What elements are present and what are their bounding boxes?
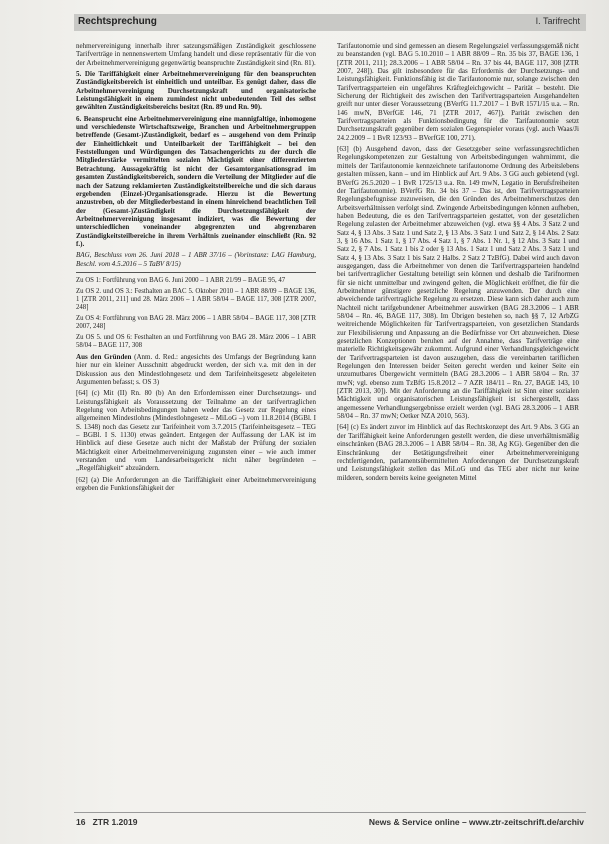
journal-issue: ZTR 1.2019 <box>92 817 138 827</box>
note-os2-3: Zu OS 2. und OS 3.: Festhalten an BAC 5. Oktober 2010 – 1 ABR 88/09 – BAGE 136, 1 [ZTR 2011, 211] und 28. März 2006 – 1 ABR 58/04 – BAGE 117, 308 [ZTR 2007, 248] <box>76 287 316 311</box>
para-a: Tarifautonomie und sind gemessen an diesem Regelungsziel verfassungsgemäß nicht zu beanstanden (vgl. BAG 5.10.2010 – 1 ABR 88/09 – Rn. 35 bis 37, BAGE 136, 1 [ZTR 2011, 211]; 28.3.2006 – 1 ABR 58/04 – Rn. 37 bis 44, BAGE 117, 308 [ZTR 2007, 248]). Das gilt insbesondere für das Erfordernis der Durchsetzungs- und Leistungsfähigkeit. Funktionsfähig ist die Tarifautonomie nur, solange zwischen den Tarifvertragsparteien ein ungefähres Kräftegleichgewicht – Parität – besteht. Die Sicherung der Richtigkeit des zwischen den Tarifvertragsparteien Ausgehandelten greift nur unter dieser Voraussetzung (BVerfG 11.7.2017 – 1 BvR 1571/15 u.a. – Rn. 146 mwN, BVerfGE 146, 71 [ZTR 2017, 467]). Parität zwischen den Tarifvertragsparteien als Funktionsbedingung für die Tarifautonomie setzt Durchsetzungskraft gegenüber dem sozialen Gegenspieler voraus (vgl. auch Waas/Ji 24.2.2009 – 1 BvR 123/93 – BVerfGE 100, 271). <box>337 42 579 142</box>
para-continued: nehmervereinigung innerhalb ihrer satzungsmäßigen Zuständigkeit geschlossene Tarifverträge in nennenswertem Umfang handelt und diese repräsentativ für die von der Arbeitnehmervereinigung gegenwärtig beanspruchte Zuständigkeit sind (Rn. 81). <box>76 42 316 67</box>
headnote-5: 5. Die Tariffähigkeit einer Arbeitnehmervereinigung für den beanspruchten Zuständigkeitsbereich ist einheitlich und unteilbar. Es genügt daher, dass die Arbeitnehmervereinigung Durchsetzungskraft und organisatorische Leistungsfähigkeit in einem zumindest nicht unbedeutenden Teil des selbst gewählten Zuständigkeitsbereichs besitzt (Rn. 89 und Rn. 90). <box>76 70 316 112</box>
archive-link[interactable]: News & Service online – www.ztr-zeitschrift.de/archiv <box>368 817 584 827</box>
note-os1: Zu OS 1: Fortführung von BAG 6. Juni 2000 – 1 ABR 21/99 – BAGE 95, 47 <box>76 276 286 284</box>
divider <box>76 272 316 273</box>
left-column <box>76 42 316 495</box>
para-62: [62] (a) Die Anforderungen an die Tariffähigkeit einer Arbeitnehmervereinigung ergeben die Funktionsfähigkeit der <box>76 475 316 493</box>
reasons-paragraph <box>76 353 316 386</box>
footer-left <box>76 817 137 827</box>
page-footer <box>74 812 586 829</box>
note-os4: Zu OS 4: Fortführung von BAG 28. März 2006 – 1 ABR 58/04 – BAGE 117, 308 [ZTR 2007, 248] <box>76 314 316 330</box>
para-63: [63] (b) Ausgehend davon, dass der Gesetzgeber seine verfassungsrechtlichen Regelungskompetenzen zur Gestaltung von Arbeitsbedingungen wahrnimmt, die mittels der Tarifautonomie kennzeichnete tarifautonome Ordnung des Arbeitslebens gestalten müssen, kann – und im Hinblick auf Art. 9 Abs. 3 GG auch gebietend (vgl. BVerfG 26.5.2020 – 1 BvR 1725/13 u.a. Rn. 149 mwN, Legatio in Berufsfreiheiten der Tarifautonomie). BVerfG Rn. 34 bis 37 – Das ist, den Tarifvertragsparteien Regelungsbefugnisse zuzuweisen, die den Gründen des Arbeitnehmerschutzes den Arbeitsverhältnissen verfolgt sind. Zwingende Arbeitsbedingungen können aufheben, haben Bedeutung, die es den Tarifvertragsparteien gestattet, von der gesetzlichen Regelung zulasten der Arbeitnehmer abzuweichen (vgl. etwa §§ 4 Abs. 3 Satz 2 und Satz 4, § 13 Abs. 3 Satz 1 und Satz 2, § 13 Abs. 3 Satz 1 und Satz 2, § 14 Abs. 2 Satz 3, § 16 Abs. 1 Satz 1, § 17 Abs. 4 Satz 1, § 7 Abs. 1 Nr. 1, § 12 Abs. 3 Satz 1 und Satz 2, § 7 Abs. 1 Satz 1 bis 2 oder § 13 Abs. 1 Satz 1 und Satz 2 Abs. 3 Satz 1 und Satz 4, § 13 Abs. 3 Satz 1 bis Satz 2 Halbs. 2 Satz 2 TzBfG). Dabei wird auch davon ausgegangen, dass die Arbeitnehmer von denen die Tarifvertragsparteien handelnd bei tarifvertraglicher Gestaltung beteiligt sein können und deshalb die Tarifnormen für sie nicht unmittelbar und zwingend gelten, die Möglichkeit eröffnet, die für die Arbeitnehmer günstigere gesetzliche Regelung anzuwenden. Der durch eine abweichende tarifvertragliche Regelung zu ersetzen. Diese kann sich daher auch zum Nachteil nicht tarifgebundener Arbeitnehmer auswirken (BAG 28.3.2006 – 1 ABR 58/04 – Rn. 46, BAGE 117, 308). Im Übrigen bestehen so, nach §§ 7, 12 ArbZG weitreichende Möglichkeiten für Tarifvertragsparteien, von gesetzlichen Standards zur Flexibilisierung und Anpassung an die Bedürfnisse vor Ort abzuweichen. Diese gesetzlichen Konzeptionen beruhen auf der Annahme, dass Tarifverträge eine materielle Richtigkeitsgewähr zukommt. Aufgrund einer Verhandlungsgleichgewicht der Tarifvertragsparteien ist davon auszugehen, dass die vereinbarten tariflichen Regelungen den Interessen beider Seiten gerecht werden und keiner Seite ein unzumutbares Übergewicht vermitteln (BAG 28.3.2006 – 1 ABR 58/04 – Rn. 37 mwN; vgl. ebenso zum TzBfG 15.8.2012 – 7 AZR 184/11 – Rn. 27, BAGE 143, 10 [ZTR 2013, 30]). Mit der Anforderung an die Tariffähigkeit ist Sinn einer sozialen Mächtigkeit und organisatorischen Leistungsfähigkeit ist sichergestellt, dass angemessene Verhandlungsergebnisse erzielt werden (vgl. BAG 28.3.2006 – 1 ABR 58/04 – Rn. 37 mwN; Oetker NZA 2010, 563). <box>337 145 579 421</box>
page-number: 16 <box>76 817 86 827</box>
section-category: I. Tarifrecht <box>535 16 580 26</box>
reasons-heading: Aus den Gründen <box>76 352 132 361</box>
reasons-note: (Anm. d. Red.: angesichts des Umfangs der Begründung kann hier nur ein kleiner Ausschnitt abgedruckt werden, der sich v.a. mit den in der Diskussion aus den Mindestlohngesetz und dem Tarifeinheitsgesetz abgeleiteten Argumenten befasst; s. OS 3) <box>76 352 316 386</box>
decision-citation: BAG, Beschluss vom 26. Juni 2018 – 1 ABR 37/16 – (Vorinstanz: LAG Hamburg, Beschl. vom 4.5.2016 – 5 TaBV 8/15) <box>76 251 316 268</box>
page-header <box>74 14 586 31</box>
section-title: Rechtsprechung <box>78 16 157 27</box>
para-64-left: [64] (c) Mit (II) Rn. 80 (b) An den Erfordernissen einer Durchsetzungs- und Leistungsfähigkeit als Voraussetzung der Teilnahme an der tarifvertraglichen Regelung von Arbeitsbedingungen haben weder das Gesetz zur Regelung eines allgemeinen Mindestlohns (Mindestlohngesetz – MiLoG –) vom 11.8.2014 (BGBl. I S. 1348) noch das Gesetz zur Tarifeinheit vom 3.7.2015 (Tarifeinheitsgesetz – TEG – BGBl. I S. 1130) etwas geändert. Entgegen der Auffassung der LAK ist im Hinblick auf diese Gesetze auch nicht der Maßstab der Prüfung der sozialen Mächtigkeit einer Arbeitnehmervereinigung zugunsten einer – wie auch immer verstanden und vom Landesarbeitsgericht nicht näher begründeten – „Regelfähigkeit“ abzuändern. <box>76 389 316 473</box>
right-column <box>337 42 579 485</box>
headnote-6: 6. Beansprucht eine Arbeitnehmervereinigung eine mannigfaltige, inhomogene und verschiedenste Wirtschaftszweige, Branchen und Arbeitnehmergruppen betreffende (Gesamt-)Zuständigkeit, bedarf es – ausgehend von dem Prinzip der Einheitlichkeit und Unteilbarkeit der Tariffähigkeit – bei den Feststellungen und Würdigungen des Tatsachengerichts zu der durch die Mitgliederstärke vermittelten sozialen Mächtigkeit einer differenzierten Betrachtung. Aussagekräftig ist nicht der Gesamtorganisationsgrad im gesamten Zuständigkeitsbereich, sondern die Verteilung der Mitglieder auf die nach der Satzung reklamierten Zuständigkeitsteilbereiche und die sich daraus ergebenden (Einzel-)Organisationsgrade. Hierzu ist die Bewertung anzustreben, ob der Mitgliederbestand in einem hinreichend beachtlichen Teil der (Gesamt-)Zuständigkeit die Durchsetzungsfähigkeit der Arbeitnehmervereinigung insgesamt indiziert, was die Bewertung der unterschiedlichen voneinander abgegrenzten und abgrenzbaren Zuständigkeitsteilbereiche in ihrem Verhältnis zueinander einschließt (Rn. 92 f.). <box>76 114 316 248</box>
para-64: [64] (c) Es ändert zuvor im Hinblick auf das Rechtskonzept des Art. 9 Abs. 3 GG an der Tariffähigkeit keine Anforderungen gestellt werden, die diese unverhältnismäßig einschränken (BAG 28.3.2006 – 1 ABR 58/04 – Rn. 38, Ag KG). Gegenüber den die Einschränkung der Betätigungsfreiheit einer Arbeitnehmervereinigung rechtfertigenden, parlamentsübermittelten Anforderungen der Durchsetzungskraft und Leistungsfähigkeit stellen das MiLoG und das TEG aber nicht nur keine milderen, sondern bereits keine geeigneten Mittel <box>337 423 579 482</box>
note-os5-6: Zu OS 5. und OS 6: Festhalten an und Fortführung von BAG 28. März 2006 – 1 ABR 58/04 – BAGE 117, 308 <box>76 333 316 349</box>
